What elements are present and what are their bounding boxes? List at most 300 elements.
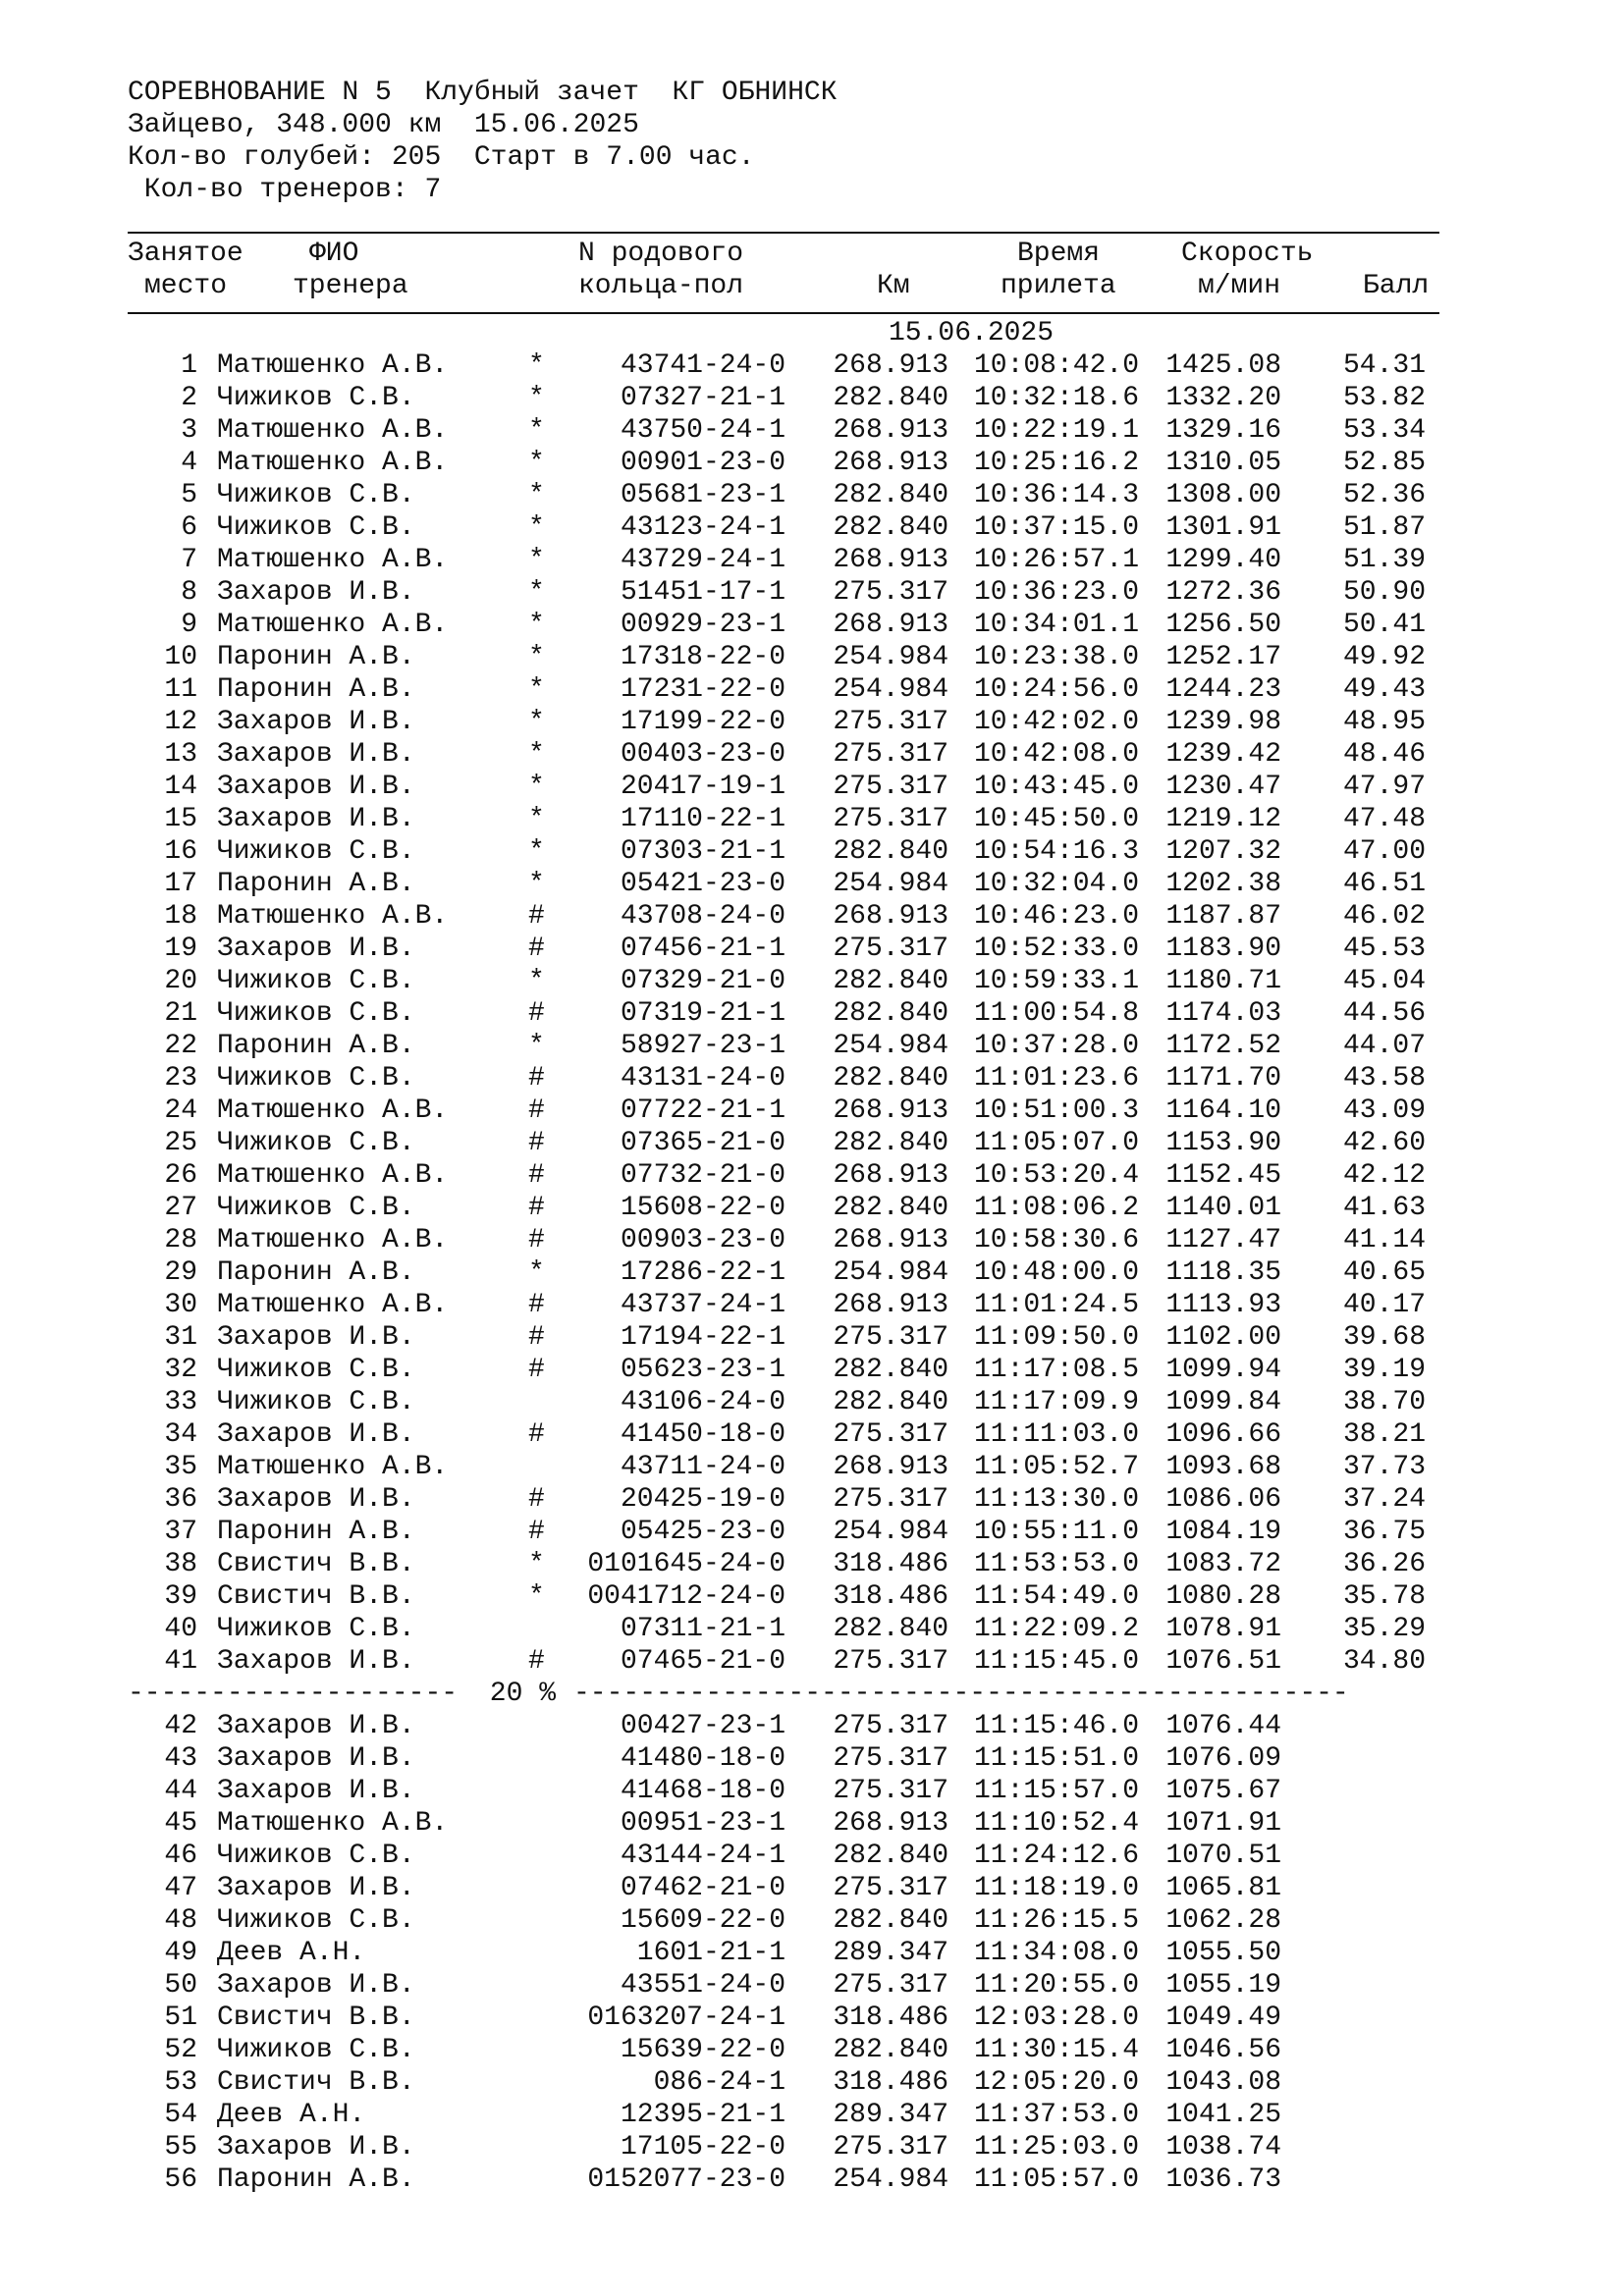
cell-arrival-time: 10:32:18.6 (973, 383, 1139, 413)
cell-ring-number: 51451-17-1 (620, 577, 785, 608)
cell-speed: 1152.45 (1165, 1160, 1281, 1191)
table-row (128, 1969, 1443, 2002)
cell-speed: 1046.56 (1165, 2035, 1281, 2065)
table-row (128, 2002, 1443, 2034)
cell-place: 45 (164, 1808, 197, 1839)
cell-trainer-name: Матюшенко А.В. (217, 1225, 449, 1255)
table-row (128, 641, 1443, 673)
cell-place: 29 (164, 1257, 197, 1288)
cell-speed: 1272.36 (1165, 577, 1281, 608)
cell-distance-km: 275.317 (833, 2132, 948, 2163)
cell-points: 38.70 (1342, 1387, 1426, 1417)
cell-trainer-name: Чижиков С.В. (217, 1387, 415, 1417)
cell-ring-number: 0101645-24-0 (587, 1549, 785, 1579)
cell-ring-number: 07329-21-0 (620, 966, 785, 996)
cell-mark: * (528, 772, 545, 802)
table-row (128, 997, 1443, 1030)
cell-mark: * (528, 707, 545, 737)
cell-distance-km: 275.317 (833, 707, 948, 737)
cell-speed: 1118.35 (1165, 1257, 1281, 1288)
cell-ring-number: 17194-22-1 (620, 1322, 785, 1353)
cell-place: 2 (181, 383, 197, 413)
cell-trainer-name: Матюшенко А.В. (217, 901, 449, 932)
cell-place: 13 (164, 739, 197, 770)
cell-place: 37 (164, 1517, 197, 1547)
results-table-scored (128, 349, 1443, 1678)
cell-arrival-time: 11:15:46.0 (973, 1711, 1139, 1741)
cell-speed: 1140.01 (1165, 1193, 1281, 1223)
cell-points: 46.02 (1342, 901, 1426, 932)
cell-distance-km: 275.317 (833, 1970, 948, 2001)
cell-points: 39.19 (1342, 1355, 1426, 1385)
cell-trainer-name: Паронин А.В. (217, 1517, 415, 1547)
cell-ring-number: 58927-23-1 (620, 1031, 785, 1061)
col-time-1: Время (1017, 239, 1101, 269)
cell-trainer-name: Матюшенко А.В. (217, 350, 449, 381)
release-point: Зайцево, 348.000 км 15.06.2025 (128, 110, 639, 140)
cell-trainer-name: Захаров И.В. (217, 1419, 415, 1450)
cell-points: 48.95 (1342, 707, 1426, 737)
cell-place: 56 (164, 2164, 197, 2195)
cell-ring-number: 05421-23-0 (620, 869, 785, 899)
cell-distance-km: 268.913 (833, 1225, 948, 1255)
cell-points: 53.34 (1342, 415, 1426, 446)
cell-points: 47.00 (1342, 836, 1426, 867)
cell-trainer-name: Свистич В.В. (217, 1581, 415, 1612)
cell-place: 49 (164, 1938, 197, 1968)
pigeon-count: Кол-во голубей: 205 Старт в 7.00 час. (128, 142, 755, 173)
cell-place: 35 (164, 1452, 197, 1482)
cell-distance-km: 268.913 (833, 610, 948, 640)
cell-speed: 1076.09 (1165, 1743, 1281, 1774)
cell-mark: * (528, 577, 545, 608)
cell-ring-number: 17318-22-0 (620, 642, 785, 672)
cell-arrival-time: 11:15:57.0 (973, 1776, 1139, 1806)
cell-ring-number: 43131-24-0 (620, 1063, 785, 1094)
cell-distance-km: 289.347 (833, 2100, 948, 2130)
cell-place: 55 (164, 2132, 197, 2163)
cell-points: 39.68 (1342, 1322, 1426, 1353)
cell-arrival-time: 10:37:28.0 (973, 1031, 1139, 1061)
header-rule (128, 312, 1439, 314)
table-row (128, 1580, 1443, 1613)
cell-trainer-name: Матюшенко А.В. (217, 448, 449, 478)
cell-distance-km: 275.317 (833, 1646, 948, 1677)
cell-arrival-time: 10:59:33.1 (973, 966, 1139, 996)
cell-arrival-time: 10:58:30.6 (973, 1225, 1139, 1255)
cell-place: 16 (164, 836, 197, 867)
table-row (128, 1062, 1443, 1095)
table-row (128, 576, 1443, 609)
cell-arrival-time: 11:26:15.5 (973, 1905, 1139, 1936)
cell-ring-number: 12395-21-1 (620, 2100, 785, 2130)
col-speed-1: Скорость (1181, 239, 1314, 269)
table-row (128, 1645, 1443, 1678)
cell-distance-km: 275.317 (833, 934, 948, 964)
cell-place: 18 (164, 901, 197, 932)
cell-speed: 1041.25 (1165, 2100, 1281, 2130)
table-row (128, 1095, 1443, 1127)
cell-mark: * (528, 512, 545, 543)
cell-arrival-time: 10:55:11.0 (973, 1517, 1139, 1547)
cell-speed: 1071.91 (1165, 1808, 1281, 1839)
cell-speed: 1102.00 (1165, 1322, 1281, 1353)
cell-place: 15 (164, 804, 197, 834)
cell-trainer-name: Чижиков С.В. (217, 1128, 415, 1158)
cell-distance-km: 275.317 (833, 577, 948, 608)
cell-mark: * (528, 1549, 545, 1579)
cell-trainer-name: Чижиков С.В. (217, 1614, 415, 1644)
cell-points: 42.60 (1342, 1128, 1426, 1158)
cell-speed: 1084.19 (1165, 1517, 1281, 1547)
cell-trainer-name: Захаров И.В. (217, 1646, 415, 1677)
table-row (128, 1516, 1443, 1548)
cell-arrival-time: 10:51:00.3 (973, 1095, 1139, 1126)
cell-speed: 1230.47 (1165, 772, 1281, 802)
cell-mark: # (528, 1160, 545, 1191)
cell-mark: * (528, 869, 545, 899)
cell-points: 53.82 (1342, 383, 1426, 413)
cell-distance-km: 268.913 (833, 1290, 948, 1320)
cell-points: 52.85 (1342, 448, 1426, 478)
cell-arrival-time: 10:52:33.0 (973, 934, 1139, 964)
col-km: Км (877, 271, 910, 301)
cell-trainer-name: Захаров И.В. (217, 1970, 415, 2001)
cell-arrival-time: 11:09:50.0 (973, 1322, 1139, 1353)
cell-distance-km: 282.840 (833, 966, 948, 996)
cell-arrival-time: 11:53:53.0 (973, 1549, 1139, 1579)
cell-trainer-name: Паронин А.В. (217, 1031, 415, 1061)
cell-speed: 1099.84 (1165, 1387, 1281, 1417)
cell-distance-km: 282.840 (833, 1614, 948, 1644)
cell-distance-km: 318.486 (833, 1549, 948, 1579)
cell-ring-number: 43708-24-0 (620, 901, 785, 932)
cell-trainer-name: Захаров И.В. (217, 577, 415, 608)
cell-speed: 1075.67 (1165, 1776, 1281, 1806)
cell-arrival-time: 11:20:55.0 (973, 1970, 1139, 2001)
table-row (128, 349, 1443, 382)
cell-points: 35.78 (1342, 1581, 1426, 1612)
cell-points: 43.58 (1342, 1063, 1426, 1094)
cell-place: 23 (164, 1063, 197, 1094)
cell-trainer-name: Свистич В.В. (217, 2067, 415, 2098)
cell-points: 40.17 (1342, 1290, 1426, 1320)
cell-trainer-name: Чижиков С.В. (217, 1355, 415, 1385)
cell-place: 21 (164, 998, 197, 1029)
cell-distance-km: 268.913 (833, 448, 948, 478)
cell-speed: 1083.72 (1165, 1549, 1281, 1579)
cell-ring-number: 1601-21-1 (636, 1938, 785, 1968)
cell-place: 25 (164, 1128, 197, 1158)
cell-place: 39 (164, 1581, 197, 1612)
cell-speed: 1078.91 (1165, 1614, 1281, 1644)
cell-speed: 1065.81 (1165, 1873, 1281, 1903)
cell-trainer-name: Матюшенко А.В. (217, 610, 449, 640)
cell-place: 28 (164, 1225, 197, 1255)
table-row (128, 868, 1443, 900)
cell-speed: 1164.10 (1165, 1095, 1281, 1126)
cell-arrival-time: 10:25:16.2 (973, 448, 1139, 478)
cell-arrival-time: 11:10:52.4 (973, 1808, 1139, 1839)
cell-arrival-time: 10:46:23.0 (973, 901, 1139, 932)
cell-place: 11 (164, 674, 197, 705)
table-row (128, 544, 1443, 576)
cell-speed: 1038.74 (1165, 2132, 1281, 2163)
table-row (128, 771, 1443, 803)
cell-place: 53 (164, 2067, 197, 2098)
cell-place: 22 (164, 1031, 197, 1061)
cell-speed: 1153.90 (1165, 1128, 1281, 1158)
cell-trainer-name: Захаров И.В. (217, 1873, 415, 1903)
cell-distance-km: 254.984 (833, 869, 948, 899)
cell-place: 6 (181, 512, 197, 543)
separator-dashes-right: ----------------------------------------------- (573, 1679, 1349, 1709)
trainer-count: Кол-во тренеров: 7 (128, 175, 442, 205)
cell-arrival-time: 10:48:00.0 (973, 1257, 1139, 1288)
cell-ring-number: 00901-23-0 (620, 448, 785, 478)
cell-ring-number: 00403-23-0 (620, 739, 785, 770)
cell-place: 3 (181, 415, 197, 446)
cell-place: 8 (181, 577, 197, 608)
table-row (128, 414, 1443, 447)
table-row (128, 1354, 1443, 1386)
cell-place: 17 (164, 869, 197, 899)
cell-speed: 1252.17 (1165, 642, 1281, 672)
cell-points: 49.43 (1342, 674, 1426, 705)
cell-points: 44.56 (1342, 998, 1426, 1029)
table-row (128, 382, 1443, 414)
cell-arrival-time: 11:24:12.6 (973, 1841, 1139, 1871)
cell-mark: * (528, 1257, 545, 1288)
cell-distance-km: 282.840 (833, 1841, 948, 1871)
cell-trainer-name: Захаров И.В. (217, 1322, 415, 1353)
table-row (128, 1872, 1443, 1904)
cell-mark: * (528, 350, 545, 381)
results-document (128, 77, 1443, 2196)
cell-ring-number: 43750-24-1 (620, 415, 785, 446)
cell-place: 27 (164, 1193, 197, 1223)
cell-points: 36.26 (1342, 1549, 1426, 1579)
cell-mark: # (528, 998, 545, 1029)
cell-trainer-name: Деев А.Н. (217, 2100, 366, 2130)
cell-speed: 1093.68 (1165, 1452, 1281, 1482)
cell-mark: * (528, 966, 545, 996)
cell-arrival-time: 10:23:38.0 (973, 642, 1139, 672)
cell-arrival-time: 10:45:50.0 (973, 804, 1139, 834)
cell-points: 49.92 (1342, 642, 1426, 672)
cell-ring-number: 00929-23-1 (620, 610, 785, 640)
col-ring-2: кольца-пол (578, 271, 744, 301)
cell-distance-km: 268.913 (833, 1808, 948, 1839)
cell-arrival-time: 10:32:04.0 (973, 869, 1139, 899)
cell-distance-km: 282.840 (833, 998, 948, 1029)
cell-arrival-time: 11:05:52.7 (973, 1452, 1139, 1482)
cell-points: 52.36 (1342, 480, 1426, 510)
cell-ring-number: 41468-18-0 (620, 1776, 785, 1806)
cell-points: 41.14 (1342, 1225, 1426, 1255)
cell-arrival-time: 10:42:08.0 (973, 739, 1139, 770)
cell-place: 31 (164, 1322, 197, 1353)
cell-place: 9 (181, 610, 197, 640)
cell-arrival-time: 11:18:19.0 (973, 1873, 1139, 1903)
cell-trainer-name: Захаров И.В. (217, 1743, 415, 1774)
cell-trainer-name: Чижиков С.В. (217, 1063, 415, 1094)
cell-distance-km: 268.913 (833, 350, 948, 381)
percent-separator (128, 1678, 1443, 1710)
cell-trainer-name: Захаров И.В. (217, 707, 415, 737)
table-row (128, 1192, 1443, 1224)
cell-distance-km: 275.317 (833, 739, 948, 770)
cell-arrival-time: 11:05:57.0 (973, 2164, 1139, 2195)
cell-mark: * (528, 836, 545, 867)
cell-distance-km: 268.913 (833, 1452, 948, 1482)
cell-place: 47 (164, 1873, 197, 1903)
cell-distance-km: 275.317 (833, 1484, 948, 1515)
table-row (128, 1548, 1443, 1580)
cell-ring-number: 43551-24-0 (620, 1970, 785, 2001)
cell-speed: 1202.38 (1165, 869, 1281, 899)
cell-speed: 1127.47 (1165, 1225, 1281, 1255)
cell-distance-km: 282.840 (833, 383, 948, 413)
cell-trainer-name: Чижиков С.В. (217, 1841, 415, 1871)
cell-ring-number: 43741-24-0 (620, 350, 785, 381)
table-row (128, 2034, 1443, 2066)
cell-points: 37.73 (1342, 1452, 1426, 1482)
cell-ring-number: 0163207-24-1 (587, 2002, 785, 2033)
cell-points: 41.63 (1342, 1193, 1426, 1223)
cell-trainer-name: Чижиков С.В. (217, 1193, 415, 1223)
cell-ring-number: 20417-19-1 (620, 772, 785, 802)
competition-title: СОРЕВНОВАНИЕ N 5 Клубный зачет КГ ОБНИНСК (128, 78, 838, 108)
cell-arrival-time: 10:36:14.3 (973, 480, 1139, 510)
cell-speed: 1239.42 (1165, 739, 1281, 770)
cell-place: 43 (164, 1743, 197, 1774)
cell-distance-km: 318.486 (833, 1581, 948, 1612)
cell-ring-number: 07327-21-1 (620, 383, 785, 413)
table-row (128, 1742, 1443, 1775)
cell-arrival-time: 11:54:49.0 (973, 1581, 1139, 1612)
cell-points: 47.97 (1342, 772, 1426, 802)
cell-arrival-time: 10:08:42.0 (973, 350, 1139, 381)
cell-arrival-time: 10:36:23.0 (973, 577, 1139, 608)
table-row (128, 1418, 1443, 1451)
cell-speed: 1080.28 (1165, 1581, 1281, 1612)
cell-mark: # (528, 1646, 545, 1677)
cell-ring-number: 43737-24-1 (620, 1290, 785, 1320)
table-row (128, 1224, 1443, 1256)
cell-place: 5 (181, 480, 197, 510)
cell-speed: 1172.52 (1165, 1031, 1281, 1061)
cell-ring-number: 05623-23-1 (620, 1355, 785, 1385)
cell-arrival-time: 11:00:54.8 (973, 998, 1139, 1029)
column-headers (128, 238, 1443, 302)
cell-speed: 1301.91 (1165, 512, 1281, 543)
cell-mark: # (528, 1322, 545, 1353)
cell-arrival-time: 10:42:02.0 (973, 707, 1139, 737)
cell-points: 37.24 (1342, 1484, 1426, 1515)
cell-mark: # (528, 1225, 545, 1255)
cell-place: 1 (181, 350, 197, 381)
cell-trainer-name: Паронин А.В. (217, 642, 415, 672)
cell-place: 33 (164, 1387, 197, 1417)
col-points: Балл (1363, 271, 1430, 301)
cell-trainer-name: Чижиков С.В. (217, 966, 415, 996)
cell-distance-km: 282.840 (833, 1193, 948, 1223)
cell-trainer-name: Захаров И.В. (217, 772, 415, 802)
cell-speed: 1043.08 (1165, 2067, 1281, 2098)
cell-speed: 1180.71 (1165, 966, 1281, 996)
competition-header (128, 77, 1443, 206)
table-row (128, 1386, 1443, 1418)
cell-speed: 1256.50 (1165, 610, 1281, 640)
cell-distance-km: 282.840 (833, 1063, 948, 1094)
cell-place: 4 (181, 448, 197, 478)
cell-trainer-name: Чижиков С.В. (217, 383, 415, 413)
cell-arrival-time: 11:08:06.2 (973, 1193, 1139, 1223)
cell-place: 7 (181, 545, 197, 575)
cell-speed: 1036.73 (1165, 2164, 1281, 2195)
cell-arrival-time: 11:17:09.9 (973, 1387, 1139, 1417)
cell-points: 51.87 (1342, 512, 1426, 543)
cell-points: 50.90 (1342, 577, 1426, 608)
cell-points: 54.31 (1342, 350, 1426, 381)
table-row (128, 706, 1443, 738)
cell-speed: 1308.00 (1165, 480, 1281, 510)
table-row (128, 1451, 1443, 1483)
cell-ring-number: 07303-21-1 (620, 836, 785, 867)
cell-speed: 1244.23 (1165, 674, 1281, 705)
cell-mark: # (528, 1484, 545, 1515)
cell-trainer-name: Захаров И.В. (217, 934, 415, 964)
cell-arrival-time: 10:24:56.0 (973, 674, 1139, 705)
cell-arrival-time: 11:34:08.0 (973, 1938, 1139, 1968)
cell-speed: 1076.44 (1165, 1711, 1281, 1741)
cell-points: 42.12 (1342, 1160, 1426, 1191)
cell-mark: * (528, 448, 545, 478)
cell-distance-km: 254.984 (833, 674, 948, 705)
cell-place: 48 (164, 1905, 197, 1936)
cell-place: 40 (164, 1614, 197, 1644)
cell-arrival-time: 11:37:53.0 (973, 2100, 1139, 2130)
race-date-row (128, 317, 1443, 349)
cell-distance-km: 282.840 (833, 1128, 948, 1158)
cell-speed: 1310.05 (1165, 448, 1281, 478)
cell-place: 26 (164, 1160, 197, 1191)
table-row (128, 965, 1443, 997)
table-row (128, 2131, 1443, 2163)
cell-speed: 1055.50 (1165, 1938, 1281, 1968)
cell-trainer-name: Матюшенко А.В. (217, 1452, 449, 1482)
table-row (128, 1127, 1443, 1159)
cell-place: 10 (164, 642, 197, 672)
col-ring-1: N родового (578, 239, 744, 269)
cell-trainer-name: Деев А.Н. (217, 1938, 366, 1968)
cell-ring-number: 07456-21-1 (620, 934, 785, 964)
col-name-1: ФИО (309, 239, 359, 269)
cell-trainer-name: Матюшенко А.В. (217, 1160, 449, 1191)
cell-distance-km: 268.913 (833, 901, 948, 932)
cell-arrival-time: 11:25:03.0 (973, 2132, 1139, 2163)
cell-trainer-name: Чижиков С.В. (217, 480, 415, 510)
cell-points: 45.04 (1342, 966, 1426, 996)
cell-mark: * (528, 674, 545, 705)
table-row (128, 2099, 1443, 2131)
cell-trainer-name: Захаров И.В. (217, 804, 415, 834)
cell-speed: 1183.90 (1165, 934, 1281, 964)
cell-mark: * (528, 642, 545, 672)
cell-points: 40.65 (1342, 1257, 1426, 1288)
cell-trainer-name: Захаров И.В. (217, 1484, 415, 1515)
